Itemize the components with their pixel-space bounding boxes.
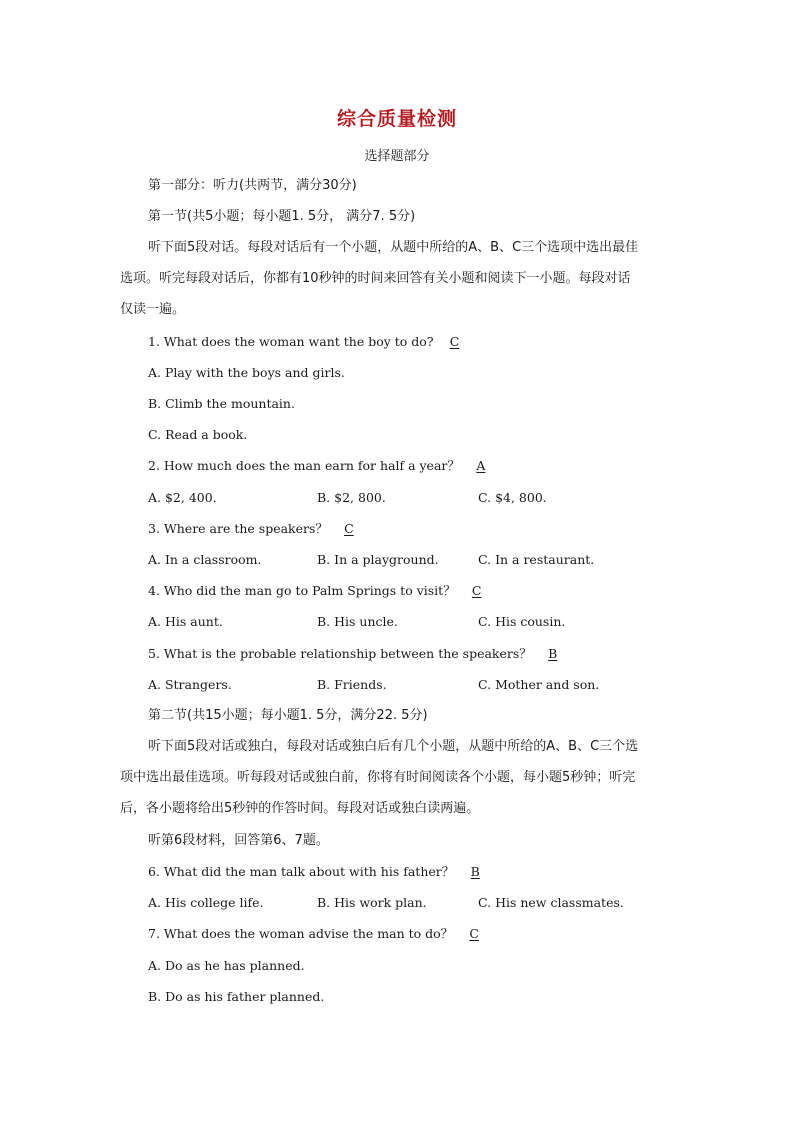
option: A. In a classroom. xyxy=(148,552,262,567)
question-stem: 2. How much does the man earn for half a year？ xyxy=(148,458,460,473)
material-note: 听第6段材料，回答第6、7题。 xyxy=(148,833,329,848)
question-1 xyxy=(148,332,472,352)
page-title: 综合质量检测 xyxy=(336,108,457,130)
section2-instruction-line: 项中选出最佳选项。听每段对话或独白前，你将有时间阅读各个小题，每小题5秒钟；听完 xyxy=(120,770,636,785)
section2-heading: 第二节(共15小题；每小题1. 5分，满分22. 5分) xyxy=(148,708,428,723)
option: A. His aunt. xyxy=(148,614,223,629)
section1-heading: 第一节(共5小题；每小题1. 5分， 满分7. 5分) xyxy=(148,209,416,224)
question-2 xyxy=(148,456,498,476)
question-5 xyxy=(148,644,570,664)
answer-blank: C xyxy=(344,521,354,536)
answer-blank: B xyxy=(470,864,480,879)
answer-blank: C xyxy=(469,926,479,941)
question-6 xyxy=(148,862,492,882)
option: B. $2, 800. xyxy=(317,490,386,505)
question-stem: 1. What does the woman want the boy to do? xyxy=(148,334,434,349)
option: C. In a restaurant. xyxy=(478,552,595,567)
section2-instruction-line: 听下面5段对话或独白，每段对话或独白后有几个小题，从题中所给的A、B、C三个选 xyxy=(148,739,639,754)
question-stem: 3. Where are the speakers？ xyxy=(148,521,328,536)
option: A. Strangers. xyxy=(148,677,232,692)
option: B. His work plan. xyxy=(317,895,427,910)
answer-blank: C xyxy=(471,583,482,598)
option: A. Do as he has planned. xyxy=(148,958,305,973)
part1-heading: 第一部分：听力(共两节，满分30分) xyxy=(148,178,357,193)
question-stem: 6. What did the man talk about with his father？ xyxy=(148,864,455,879)
option: A. Play with the boys and girls. xyxy=(148,365,345,380)
answer-blank: B xyxy=(548,646,558,661)
question-stem: 4. Who did the man go to Palm Springs to visit？ xyxy=(148,583,456,598)
section2-instruction-line: 后，各小题将给出5秒钟的作答时间。每段对话或独白读两遍。 xyxy=(120,801,480,816)
option: C. His cousin. xyxy=(478,614,566,629)
question-7 xyxy=(148,924,491,944)
option: A. His college life. xyxy=(148,895,264,910)
section1-instruction-line: 仅读一遍。 xyxy=(120,302,186,317)
section1-instruction-line: 选项。听完每段对话后，你都有10秒钟的时间来回答有关小题和阅读下一小题。每段对话 xyxy=(120,271,631,286)
option: A. $2, 400. xyxy=(148,490,217,505)
option: C. Mother and son. xyxy=(478,677,600,692)
option: B. Climb the mountain. xyxy=(148,396,295,411)
question-3 xyxy=(148,519,366,539)
page-subtitle: 选择题部分 xyxy=(364,149,430,164)
option: B. In a playground. xyxy=(317,552,439,567)
option: C. His new classmates. xyxy=(478,895,624,910)
option: B. Do as his father planned. xyxy=(148,989,325,1004)
question-stem: 5. What is the probable relationship between the speakers？ xyxy=(148,646,532,661)
question-4 xyxy=(148,581,494,601)
question-stem: 7. What does the woman advise the man to do？ xyxy=(148,926,454,941)
option: C. $4, 800. xyxy=(478,490,547,505)
option: C. Read a book. xyxy=(148,427,248,442)
answer-blank: A xyxy=(476,458,486,473)
option: B. His uncle. xyxy=(317,614,398,629)
option: B. Friends. xyxy=(317,677,387,692)
section1-instruction-line: 听下面5段对话。每段对话后有一个小题，从题中所给的A、B、C三个选项中选出最佳 xyxy=(148,240,639,255)
answer-blank: C xyxy=(449,334,460,349)
